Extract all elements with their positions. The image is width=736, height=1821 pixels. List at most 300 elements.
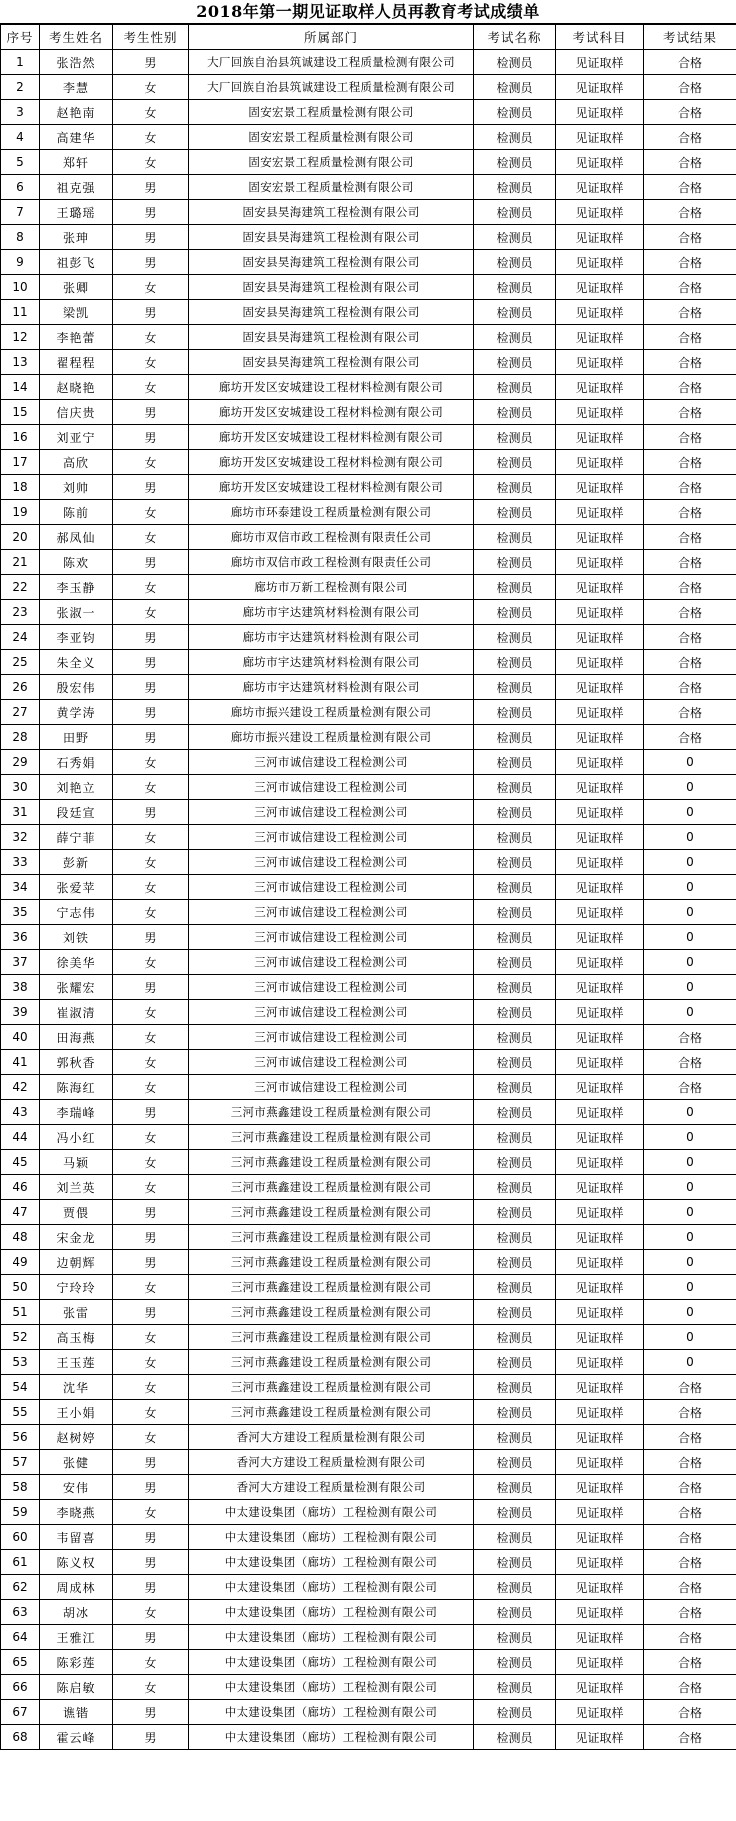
cell-result: 合格 [644,1625,736,1650]
cell-index: 23 [1,600,40,625]
cell-exam-name: 检测员 [474,600,556,625]
cell-index: 41 [1,1050,40,1075]
table-row [1,975,736,1000]
cell-index: 33 [1,850,40,875]
cell-department: 三河市燕鑫建设工程质量检测有限公司 [189,1125,474,1150]
cell-index: 16 [1,425,40,450]
cell-department: 中太建设集团（廊坊）工程检测有限公司 [189,1500,474,1525]
table-row [1,1325,736,1350]
cell-result: 0 [644,900,736,925]
cell-index: 66 [1,1675,40,1700]
cell-index: 63 [1,1600,40,1625]
cell-subject: 见证取样 [556,350,644,375]
cell-department: 固安宏景工程质量检测有限公司 [189,125,474,150]
cell-name: 张耀宏 [40,975,113,1000]
cell-name: 李艳蕾 [40,325,113,350]
cell-name: 刘亚宁 [40,425,113,450]
cell-gender: 女 [113,1000,189,1025]
cell-department: 廊坊开发区安城建设工程材料检测有限公司 [189,450,474,475]
cell-subject: 见证取样 [556,975,644,1000]
cell-result: 合格 [644,275,736,300]
cell-result: 合格 [644,450,736,475]
cell-name: 谯锴 [40,1700,113,1725]
cell-index: 15 [1,400,40,425]
cell-exam-name: 检测员 [474,1400,556,1425]
cell-department: 三河市燕鑫建设工程质量检测有限公司 [189,1150,474,1175]
cell-index: 61 [1,1550,40,1575]
table-row [1,50,736,75]
cell-subject: 见证取样 [556,75,644,100]
cell-subject: 见证取样 [556,1625,644,1650]
cell-name: 周成林 [40,1575,113,1600]
cell-gender: 男 [113,1625,189,1650]
cell-name: 王小娟 [40,1400,113,1425]
cell-result: 合格 [644,650,736,675]
cell-department: 固安县昊海建筑工程检测有限公司 [189,350,474,375]
cell-result: 合格 [644,1600,736,1625]
cell-exam-name: 检测员 [474,425,556,450]
cell-department: 三河市诚信建设工程检测公司 [189,1075,474,1100]
cell-subject: 见证取样 [556,525,644,550]
table-row [1,325,736,350]
cell-exam-name: 检测员 [474,625,556,650]
cell-name: 彭新 [40,850,113,875]
cell-index: 32 [1,825,40,850]
cell-gender: 女 [113,1150,189,1175]
cell-gender: 女 [113,100,189,125]
cell-index: 9 [1,250,40,275]
cell-index: 65 [1,1650,40,1675]
cell-name: 冯小红 [40,1125,113,1150]
cell-index: 49 [1,1250,40,1275]
cell-index: 37 [1,950,40,975]
cell-department: 三河市燕鑫建设工程质量检测有限公司 [189,1400,474,1425]
cell-exam-name: 检测员 [474,250,556,275]
cell-gender: 男 [113,700,189,725]
cell-name: 赵艳南 [40,100,113,125]
table-row [1,1675,736,1700]
cell-index: 51 [1,1300,40,1325]
table-row [1,1525,736,1550]
cell-index: 54 [1,1375,40,1400]
cell-exam-name: 检测员 [474,200,556,225]
cell-result: 0 [644,1300,736,1325]
cell-result: 合格 [644,1375,736,1400]
cell-gender: 女 [113,750,189,775]
cell-name: 郑轩 [40,150,113,175]
cell-name: 王雅江 [40,1625,113,1650]
cell-index: 14 [1,375,40,400]
cell-index: 2 [1,75,40,100]
cell-department: 固安县昊海建筑工程检测有限公司 [189,300,474,325]
cell-subject: 见证取样 [556,1675,644,1700]
cell-index: 44 [1,1125,40,1150]
table-row [1,1025,736,1050]
cell-result: 合格 [644,675,736,700]
cell-gender: 男 [113,725,189,750]
cell-subject: 见证取样 [556,225,644,250]
cell-index: 25 [1,650,40,675]
cell-name: 徐美华 [40,950,113,975]
cell-exam-name: 检测员 [474,50,556,75]
cell-name: 李玉静 [40,575,113,600]
table-row [1,1475,736,1500]
cell-department: 廊坊市双信市政工程检测有限责任公司 [189,550,474,575]
cell-index: 35 [1,900,40,925]
cell-index: 19 [1,500,40,525]
cell-department: 中太建设集团（廊坊）工程检测有限公司 [189,1650,474,1675]
cell-index: 36 [1,925,40,950]
cell-gender: 男 [113,1300,189,1325]
cell-exam-name: 检测员 [474,375,556,400]
cell-subject: 见证取样 [556,925,644,950]
cell-subject: 见证取样 [556,1250,644,1275]
cell-name: 陈启敏 [40,1675,113,1700]
cell-name: 李瑞峰 [40,1100,113,1125]
cell-gender: 女 [113,575,189,600]
cell-exam-name: 检测员 [474,500,556,525]
cell-name: 郝凤仙 [40,525,113,550]
cell-index: 5 [1,150,40,175]
cell-department: 中太建设集团（廊坊）工程检测有限公司 [189,1600,474,1625]
cell-name: 祖克强 [40,175,113,200]
cell-name: 刘艳立 [40,775,113,800]
cell-name: 殷宏伟 [40,675,113,700]
header-row [1,25,736,50]
cell-gender: 女 [113,1675,189,1700]
cell-gender: 男 [113,200,189,225]
cell-department: 中太建设集团（廊坊）工程检测有限公司 [189,1550,474,1575]
cell-department: 固安县昊海建筑工程检测有限公司 [189,225,474,250]
cell-department: 中太建设集团（廊坊）工程检测有限公司 [189,1725,474,1750]
cell-subject: 见证取样 [556,825,644,850]
table-row [1,950,736,975]
table-row [1,475,736,500]
cell-subject: 见证取样 [556,1400,644,1425]
table-row [1,125,736,150]
cell-index: 18 [1,475,40,500]
cell-name: 朱全义 [40,650,113,675]
cell-department: 三河市诚信建设工程检测公司 [189,750,474,775]
cell-subject: 见证取样 [556,1525,644,1550]
cell-result: 合格 [644,725,736,750]
table-row [1,800,736,825]
cell-department: 三河市诚信建设工程检测公司 [189,1025,474,1050]
cell-exam-name: 检测员 [474,150,556,175]
cell-name: 沈华 [40,1375,113,1400]
cell-result: 合格 [644,75,736,100]
table-row [1,1575,736,1600]
cell-result: 0 [644,975,736,1000]
cell-gender: 男 [113,1450,189,1475]
table-row [1,1175,736,1200]
cell-index: 46 [1,1175,40,1200]
cell-gender: 男 [113,1100,189,1125]
cell-gender: 男 [113,425,189,450]
cell-exam-name: 检测员 [474,875,556,900]
cell-subject: 见证取样 [556,625,644,650]
cell-subject: 见证取样 [556,650,644,675]
cell-gender: 女 [113,1600,189,1625]
table-row [1,1050,736,1075]
cell-name: 宁玲玲 [40,1275,113,1300]
cell-result: 合格 [644,1725,736,1750]
cell-name: 陈义权 [40,1550,113,1575]
cell-subject: 见证取样 [556,550,644,575]
cell-department: 廊坊开发区安城建设工程材料检测有限公司 [189,425,474,450]
cell-name: 陈欢 [40,550,113,575]
cell-result: 合格 [644,150,736,175]
cell-name: 信庆贵 [40,400,113,425]
cell-name: 田海燕 [40,1025,113,1050]
cell-exam-name: 检测员 [474,900,556,925]
cell-gender: 男 [113,975,189,1000]
cell-exam-name: 检测员 [474,675,556,700]
cell-subject: 见证取样 [556,1025,644,1050]
cell-gender: 女 [113,1050,189,1075]
header-department: 所属部门 [189,25,474,50]
cell-department: 中太建设集团（廊坊）工程检测有限公司 [189,1700,474,1725]
cell-result: 合格 [644,600,736,625]
cell-department: 三河市燕鑫建设工程质量检测有限公司 [189,1325,474,1350]
cell-gender: 男 [113,175,189,200]
cell-result: 合格 [644,350,736,375]
cell-subject: 见证取样 [556,1350,644,1375]
cell-exam-name: 检测员 [474,1675,556,1700]
cell-index: 8 [1,225,40,250]
cell-exam-name: 检测员 [474,850,556,875]
cell-department: 三河市诚信建设工程检测公司 [189,1050,474,1075]
table-row [1,500,736,525]
cell-subject: 见证取样 [556,1375,644,1400]
cell-subject: 见证取样 [556,1700,644,1725]
cell-subject: 见证取样 [556,600,644,625]
cell-index: 27 [1,700,40,725]
cell-exam-name: 检测员 [474,725,556,750]
cell-index: 60 [1,1525,40,1550]
cell-gender: 女 [113,950,189,975]
cell-result: 合格 [644,1675,736,1700]
table-row [1,175,736,200]
cell-name: 高玉梅 [40,1325,113,1350]
cell-subject: 见证取样 [556,1475,644,1500]
cell-result: 合格 [644,575,736,600]
cell-subject: 见证取样 [556,1325,644,1350]
cell-gender: 男 [113,675,189,700]
cell-name: 边朝辉 [40,1250,113,1275]
cell-gender: 男 [113,1725,189,1750]
cell-gender: 女 [113,150,189,175]
cell-name: 郭秋香 [40,1050,113,1075]
cell-result: 0 [644,800,736,825]
cell-index: 57 [1,1450,40,1475]
cell-subject: 见证取样 [556,1225,644,1250]
cell-gender: 女 [113,350,189,375]
cell-department: 三河市燕鑫建设工程质量检测有限公司 [189,1275,474,1300]
cell-name: 贾偎 [40,1200,113,1225]
cell-index: 47 [1,1200,40,1225]
cell-result: 合格 [644,1700,736,1725]
cell-exam-name: 检测员 [474,800,556,825]
cell-name: 宁志伟 [40,900,113,925]
cell-index: 59 [1,1500,40,1525]
cell-result: 0 [644,950,736,975]
cell-subject: 见证取样 [556,775,644,800]
cell-result: 合格 [644,100,736,125]
cell-department: 廊坊市振兴建设工程质量检测有限公司 [189,725,474,750]
cell-name: 段廷宣 [40,800,113,825]
table-row [1,900,736,925]
cell-exam-name: 检测员 [474,125,556,150]
table-row [1,425,736,450]
cell-subject: 见证取样 [556,175,644,200]
cell-name: 翟程程 [40,350,113,375]
cell-subject: 见证取样 [556,675,644,700]
cell-index: 34 [1,875,40,900]
cell-result: 合格 [644,1525,736,1550]
table-row [1,150,736,175]
cell-exam-name: 检测员 [474,225,556,250]
cell-department: 廊坊市环泰建设工程质量检测有限公司 [189,500,474,525]
cell-exam-name: 检测员 [474,75,556,100]
cell-result: 合格 [644,1050,736,1075]
cell-department: 固安县昊海建筑工程检测有限公司 [189,325,474,350]
cell-gender: 女 [113,1325,189,1350]
cell-gender: 女 [113,1375,189,1400]
cell-gender: 女 [113,1425,189,1450]
cell-name: 王璐瑶 [40,200,113,225]
cell-gender: 女 [113,1175,189,1200]
cell-name: 薛宁菲 [40,825,113,850]
cell-gender: 男 [113,250,189,275]
cell-result: 0 [644,1275,736,1300]
cell-name: 祖彭飞 [40,250,113,275]
cell-department: 固安县昊海建筑工程检测有限公司 [189,275,474,300]
cell-department: 固安县昊海建筑工程检测有限公司 [189,200,474,225]
cell-department: 廊坊市双信市政工程检测有限责任公司 [189,525,474,550]
header-result: 考试结果 [644,25,736,50]
cell-exam-name: 检测员 [474,1475,556,1500]
table-row [1,350,736,375]
cell-exam-name: 检测员 [474,825,556,850]
cell-exam-name: 检测员 [474,1325,556,1350]
cell-result: 0 [644,1325,736,1350]
table-row [1,725,736,750]
table-row [1,1000,736,1025]
cell-subject: 见证取样 [556,1575,644,1600]
cell-index: 50 [1,1275,40,1300]
cell-subject: 见证取样 [556,1075,644,1100]
cell-result: 合格 [644,1075,736,1100]
cell-gender: 女 [113,1400,189,1425]
table-row [1,575,736,600]
cell-subject: 见证取样 [556,475,644,500]
cell-gender: 女 [113,850,189,875]
table-row [1,1225,736,1250]
cell-department: 廊坊市宇达建筑材料检测有限公司 [189,600,474,625]
cell-gender: 女 [113,325,189,350]
cell-index: 29 [1,750,40,775]
cell-exam-name: 检测员 [474,1650,556,1675]
cell-index: 55 [1,1400,40,1425]
cell-subject: 见证取样 [556,200,644,225]
table-row [1,400,736,425]
cell-result: 0 [644,825,736,850]
table-row [1,625,736,650]
cell-result: 合格 [644,300,736,325]
cell-exam-name: 检测员 [474,300,556,325]
cell-exam-name: 检测员 [474,950,556,975]
cell-index: 6 [1,175,40,200]
cell-department: 三河市诚信建设工程检测公司 [189,775,474,800]
cell-subject: 见证取样 [556,1000,644,1025]
table-row [1,1700,736,1725]
cell-index: 3 [1,100,40,125]
cell-exam-name: 检测员 [474,750,556,775]
cell-department: 中太建设集团（廊坊）工程检测有限公司 [189,1575,474,1600]
cell-name: 崔淑清 [40,1000,113,1025]
table-row [1,1075,736,1100]
cell-gender: 男 [113,550,189,575]
cell-exam-name: 检测员 [474,1125,556,1150]
cell-result: 合格 [644,250,736,275]
cell-name: 马颖 [40,1150,113,1175]
cell-result: 0 [644,1250,736,1275]
cell-subject: 见证取样 [556,1125,644,1150]
cell-name: 张雷 [40,1300,113,1325]
cell-name: 石秀娟 [40,750,113,775]
cell-result: 0 [644,850,736,875]
table-row [1,1150,736,1175]
cell-exam-name: 检测员 [474,1625,556,1650]
cell-exam-name: 检测员 [474,1275,556,1300]
cell-result: 合格 [644,200,736,225]
cell-result: 0 [644,925,736,950]
cell-name: 刘帅 [40,475,113,500]
cell-result: 合格 [644,1500,736,1525]
cell-subject: 见证取样 [556,150,644,175]
cell-subject: 见证取样 [556,950,644,975]
cell-gender: 男 [113,650,189,675]
cell-subject: 见证取样 [556,575,644,600]
cell-department: 廊坊市宇达建筑材料检测有限公司 [189,650,474,675]
cell-result: 0 [644,1175,736,1200]
cell-exam-name: 检测员 [474,325,556,350]
table-row [1,1450,736,1475]
cell-department: 固安宏景工程质量检测有限公司 [189,150,474,175]
cell-subject: 见证取样 [556,750,644,775]
cell-department: 中太建设集团（廊坊）工程检测有限公司 [189,1625,474,1650]
cell-subject: 见证取样 [556,100,644,125]
cell-department: 中太建设集团（廊坊）工程检测有限公司 [189,1525,474,1550]
cell-gender: 男 [113,1225,189,1250]
cell-index: 56 [1,1425,40,1450]
cell-department: 三河市燕鑫建设工程质量检测有限公司 [189,1250,474,1275]
table-row [1,700,736,725]
cell-result: 合格 [644,625,736,650]
cell-index: 24 [1,625,40,650]
cell-department: 三河市燕鑫建设工程质量检测有限公司 [189,1225,474,1250]
cell-department: 三河市燕鑫建设工程质量检测有限公司 [189,1175,474,1200]
table-row [1,1550,736,1575]
cell-result: 合格 [644,700,736,725]
cell-exam-name: 检测员 [474,1100,556,1125]
cell-department: 三河市诚信建设工程检测公司 [189,950,474,975]
cell-subject: 见证取样 [556,875,644,900]
cell-exam-name: 检测员 [474,575,556,600]
cell-name: 张健 [40,1450,113,1475]
cell-subject: 见证取样 [556,1500,644,1525]
